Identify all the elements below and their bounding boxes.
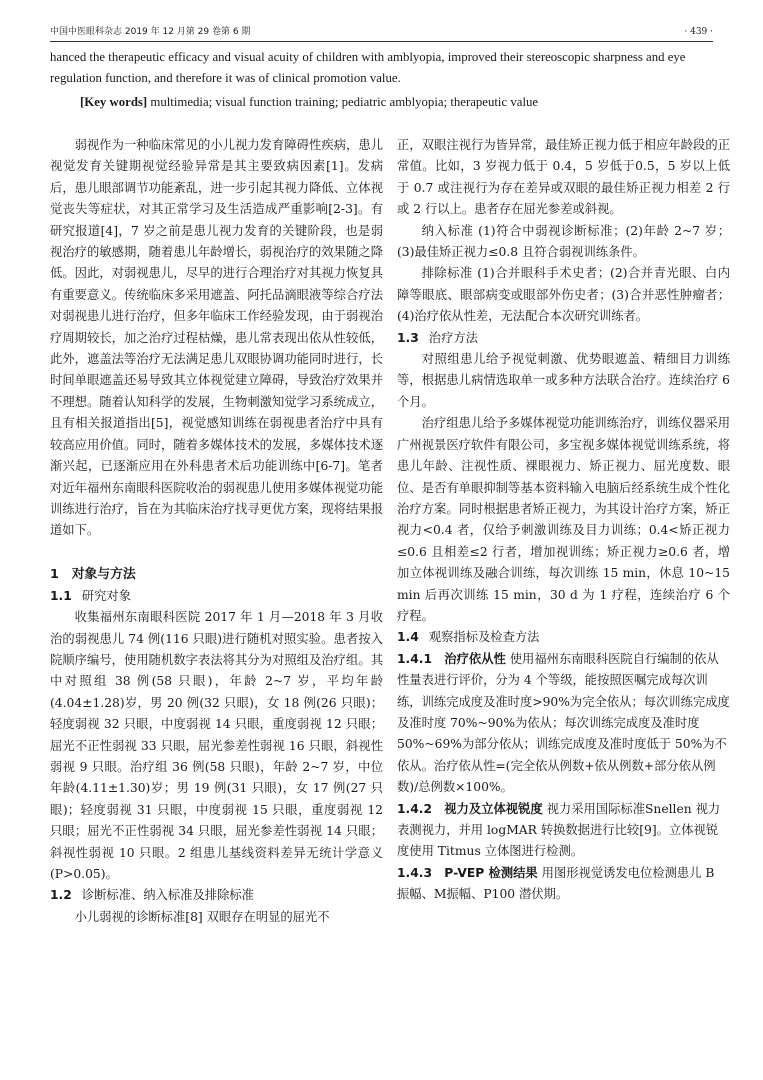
- section-1-heading: 1 对象与方法: [50, 566, 136, 582]
- section-1-2-paragraph: 小儿弱视的诊断标准[8] 双眼存在明显的屈光不: [74, 909, 330, 924]
- section-1-4-title: 观察指标及检查方法: [428, 630, 540, 645]
- section-1-4-3-text: 用图形视觉诱发电位检测患儿 B 振幅、M振幅、P100 潜伏期。: [397, 865, 715, 902]
- section-1-2-number: 1.2: [50, 888, 72, 903]
- section-1-4-2-heading: 1.4.2 视力及立体视锐度: [397, 801, 543, 816]
- keywords: [80, 92, 710, 112]
- left-column: [50, 135, 383, 928]
- section-1-4-1-heading: 1.4.1 治疗依从性: [397, 651, 506, 666]
- diagnosis-continuation: 正，双眼注视行为皆异常，最佳矫正视力低于相应年龄段的正常值。比如，3 岁视力低于 0.4，5 岁低于0.5，5 岁以上低于 0.7 或注视行为存在差异或双眼的最佳矫正视力相差 2 行或 2 行以上。患者存在屈光参差或斜视。: [397, 138, 730, 217]
- section-1-4-1-text: 使用福州东南眼科医院自行编制的依从性量表进行评价，分为 4 个等级，能按照医嘱完成每次训练，训练完成度及准时度>90%为完全依从；每次训练完成度及准时度 70%~90%为依从；每次训练完成度及准时度 50%~69%为部分依从；训练完成度及准时度低于 50%为不依从。治疗依从性=(完全依从例数+依从例数+部分依从例数)/总例数×100%。: [397, 651, 730, 795]
- intro-paragraph: 弱视作为一种临床常见的小儿视力发育障碍性疾病，患儿视觉发育关键期视觉经验异常是其主要致病因素[1]。发病后，患儿眼部调节功能紊乱，进一步引起其视力降低、立体视觉丧失等症状，对其正常学习及生活造成严重影响[2-3]。有研究报道[4]，7 岁之前是患儿视力发育的关键阶段，也是弱视治疗的敏感期，随着患儿年龄增长，弱视治疗的效果随之降低。因此，对弱视患儿，尽早的进行合理治疗对其视力恢复具有重要意义。传统临床多采用遮盖、阿托品滴眼液等综合疗法对弱视患儿进行治疗，但多年临床工作经验发现，由于弱视治疗周期较长，加之治疗过程枯燥，患儿常表现出依从性较低，此外，遮盖法等治疗无法满足患儿双眼协调功能同时进行，长时间单眼遮盖还易导致其立体视觉建立障碍，导致治疗效果并不理想。随着认知科学的发展，生物刺激知觉学习系统成立，且有相关报道指出[5]，视觉感知训练在弱视患者治疗中具有较高应用价值。同时，随着多媒体技术的发展，多媒体技术逐渐兴起，已逐渐应用在外科患者术后功能训练中[6-7]。笔者对近年福州东南眼科医院收治的弱视患儿使用多媒体视觉功能训练进行治疗，旨在为其临床治疗找寻更优方案，现将结果报道如下。: [50, 138, 383, 538]
- section-1-3-number: 1.3: [397, 330, 419, 345]
- keywords-label: [Key words]: [80, 95, 148, 109]
- journal-info: 中国中医眼科杂志 2019 年 12 月第 29 卷第 6 期: [50, 27, 251, 37]
- keywords-text: multimedia; visual function training; pediatric amblyopia; therapeutic value: [150, 95, 539, 109]
- section-1-1-number: 1.1: [50, 588, 72, 603]
- section-1-2-heading: [50, 885, 383, 906]
- header-rule: [50, 41, 713, 42]
- section-1-3-heading: [397, 328, 730, 349]
- running-header: [50, 25, 713, 39]
- control-group-treatment: 对照组患儿给予视觉刺激、优势眼遮盖、精细目力训练等，根据患儿病情选取单一或多种方法联合治疗。连续治疗 6 个月。: [397, 352, 730, 409]
- treatment-group-treatment: 治疗组患儿给予多媒体视觉功能训练治疗，训练仪器采用广州视景医疗软件有限公司，多宝视多媒体视觉训练系统，将患儿年龄、注视性质、裸眼视力、矫正视力、屈光度数、眼位、是否有单眼抑制等基本资料输入电脑后经系统生成个性化治疗方案。同时根据患者矫正视力，为其设计治疗方案，矫正视力<0.4 者，仅给予刺激训练及目力训练；0.4<矫正视力≤0.6 且相差≤2 行者，增加视训练；矫正视力≥0.6 者，增加立体视训练及融合训练，每次训练 15 min，休息 10~15 min 后再次训练 15 min，30 d 为 1 疗程，连续治疗 6 个疗程。: [397, 416, 730, 623]
- section-1-3-title: 治疗方法: [428, 330, 478, 345]
- section-1-4-3-heading: 1.4.3 P-VEP 检测结果: [397, 865, 538, 880]
- section-1-4-2-text: 视力采用国际标准Snellen 视力表测视力，并用 logMAR 转换数据进行比较[9]。立体视锐度使用 Titmus 立体图进行检测。: [397, 801, 721, 859]
- right-column: [397, 135, 730, 906]
- page-number: · 439 ·: [684, 27, 713, 37]
- inclusion-criteria: 纳入标准 (1)符合中弱视诊断标准；(2)年龄 2~7 岁；(3)最佳矫正视力≤0.8 且符合弱视训练条件。: [397, 223, 730, 260]
- exclusion-criteria: 排除标准 (1)合并眼科手术史者；(2)合并青光眼、白内障等眼底、眼部病变或眼部外伤史者；(3)合并恶性肿瘤者；(4)治疗依从性差，无法配合本次研究训练者。: [397, 266, 730, 324]
- section-1-4-number: 1.4: [397, 630, 419, 645]
- section-1-1-heading: [50, 586, 383, 607]
- section-1-4-heading: [397, 627, 730, 648]
- abstract-tail: hanced the therapeutic efficacy and visual acuity of children with amblyopia, improved their stereoscopic sharpness and eye regulation function, and therefore it was of clinical promotion value.: [50, 50, 686, 85]
- section-1-2-title: 诊断标准、纳入标准及排除标准: [81, 888, 254, 903]
- section-1-1-paragraph: 收集福州东南眼科医院 2017 年 1 月—2018 年 3 月收治的弱视患儿 74 例(116 只眼)进行随机对照实验。患者按入院顺序编号，使用随机数字表法将其分为对照组及治疗组。其中对照组 38 例(58 只眼)，年龄 2~7 岁，平均年龄(4.04±1.28)岁，男 20 例(32 只眼)，女 18 例(26 只眼)；轻度弱视 32 只眼，中度弱视 14 只眼，重度弱视 12 只眼；屈光不正性弱视 33 只眼，屈光参差性弱视 16 只眼，斜视性弱视 9 只眼。治疗组 36 例(58 只眼)，年龄 2~7 岁，中位年龄(4.11±1.30)岁；男 19 例(31 只眼)，女 17 例(27 只眼)；轻度弱视 31 只眼，中度弱视 15 只眼，重度弱视 12 只眼；屈光不正性弱视 34 只眼，屈光参差性弱视 14 只眼；斜视性弱视 10 只眼。2 组患儿基线资料差异无统计学意义(P>0.05)。: [50, 610, 383, 881]
- section-1-1-title: 研究对象: [81, 588, 131, 603]
